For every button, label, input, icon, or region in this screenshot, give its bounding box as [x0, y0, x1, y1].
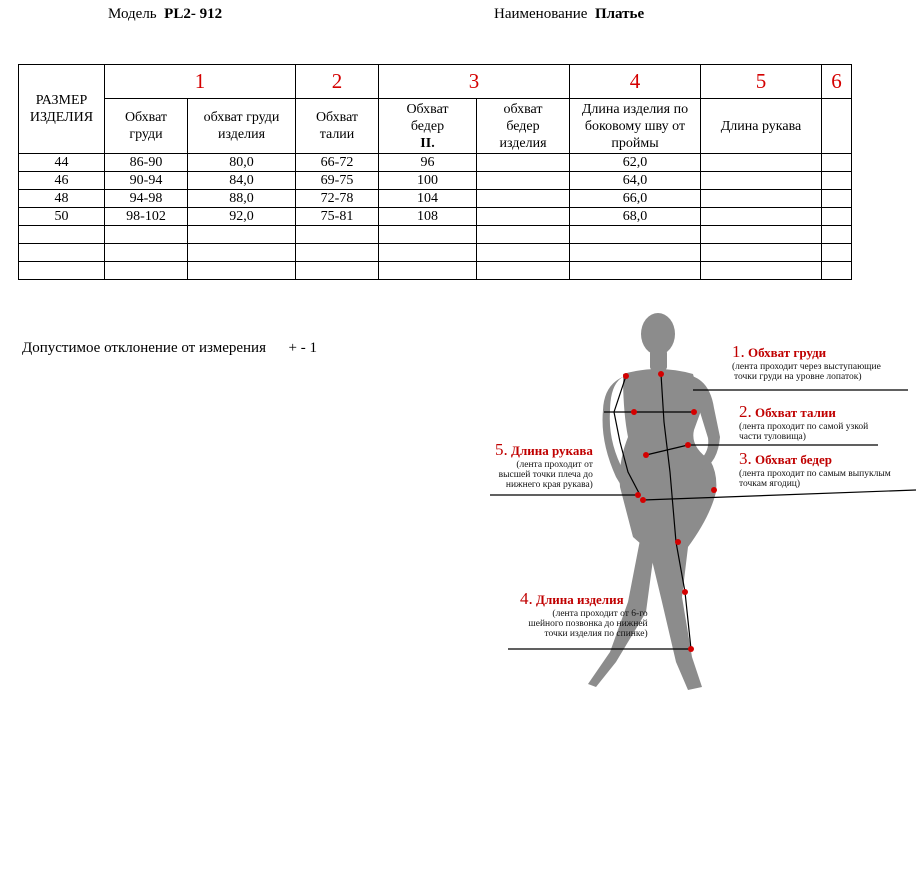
- hips-desc-1: (лента проходит по самым выпуклым: [739, 469, 891, 479]
- sleeve-desc-3: нижнего края рукава): [505, 480, 593, 490]
- cell-hips-garment: [477, 154, 570, 172]
- header-sleeve: Длина рукава: [701, 99, 822, 154]
- group-number-2: 2: [296, 65, 379, 99]
- sleeve-desc-1: (лента проходит от: [516, 460, 593, 470]
- model-label: Модель: [108, 6, 157, 22]
- caption-sleeve: [495, 440, 593, 490]
- group-number-3: 3: [379, 65, 570, 99]
- cell-extra: [822, 172, 852, 190]
- cell-waist: 66-72: [296, 154, 379, 172]
- hips-title: Обхват бедер: [755, 452, 832, 467]
- caption-chest: [732, 342, 881, 382]
- sleeve-title: Длина рукава: [511, 443, 593, 458]
- group-number-1: 1: [105, 65, 296, 99]
- empty-row: [19, 226, 852, 244]
- cell-sleeve: [701, 172, 822, 190]
- waist-desc-1: (лента проходит по самой узкой: [739, 422, 869, 432]
- header-hips-suffix: II.: [420, 135, 435, 151]
- sleeve-desc-2: высшей точки плеча до: [498, 470, 593, 480]
- cell-size: 50: [19, 208, 105, 226]
- cell-chest-garment: 84,0: [188, 172, 296, 190]
- cell-sleeve: [701, 208, 822, 226]
- waist-desc-2: части туловища): [739, 432, 806, 442]
- length-desc-1: (лента проходит от 6-го: [552, 609, 648, 619]
- header-chest-garment: обхват груди изделия: [188, 99, 296, 154]
- hips-desc-2: точкам ягодиц): [739, 479, 801, 489]
- cell-size: 44: [19, 154, 105, 172]
- cell-chest: 94-98: [105, 190, 188, 208]
- cell-extra: [822, 154, 852, 172]
- header-length: Длина изделия по боковому шву от проймы: [570, 99, 701, 154]
- cell-extra: [822, 190, 852, 208]
- cell-hips: 104: [379, 190, 477, 208]
- table-row: [19, 208, 852, 226]
- name-label: Наименование: [494, 6, 588, 22]
- waist-number: 2.: [739, 402, 752, 421]
- length-title: Длина изделия: [536, 592, 624, 607]
- chest-desc-2: точки груди на уровне лопаток): [734, 372, 862, 382]
- cell-length: 64,0: [570, 172, 701, 190]
- header-chest: Обхват груди: [105, 99, 188, 154]
- measurement-figure: [488, 312, 921, 697]
- hips-number: 3.: [739, 449, 752, 468]
- length-desc-3: точки изделия по спинке): [544, 629, 648, 639]
- group-number-4: 4: [570, 65, 701, 99]
- empty-row: [19, 244, 852, 262]
- cell-hips-garment: [477, 172, 570, 190]
- cell-chest: 98-102: [105, 208, 188, 226]
- empty-row: [19, 262, 852, 280]
- group-number-6: 6: [822, 65, 852, 99]
- sleeve-number: 5.: [495, 440, 508, 459]
- table-row: [19, 190, 852, 208]
- group-number-5: 5: [701, 65, 822, 99]
- waist-title: Обхват талии: [755, 405, 836, 420]
- cell-hips: 96: [379, 154, 477, 172]
- cell-hips: 100: [379, 172, 477, 190]
- caption-hips: [739, 449, 891, 489]
- cell-hips: 108: [379, 208, 477, 226]
- name-value: Платье: [594, 6, 645, 22]
- cell-chest-garment: 92,0: [188, 208, 296, 226]
- header-row-numbers: [19, 65, 852, 99]
- header-waist: Обхват талии: [296, 99, 379, 154]
- tolerance-value: + - 1: [288, 340, 317, 356]
- table-row: [19, 172, 852, 190]
- header-extra: [822, 99, 852, 154]
- cell-sleeve: [701, 190, 822, 208]
- cell-waist: 75-81: [296, 208, 379, 226]
- cell-waist: 69-75: [296, 172, 379, 190]
- cell-hips-garment: [477, 208, 570, 226]
- caption-waist: [739, 402, 868, 442]
- chest-desc-1: (лента проходит через выступающие: [732, 362, 881, 372]
- header-hips: [379, 99, 477, 154]
- table-row: [19, 154, 852, 172]
- cell-length: 62,0: [570, 154, 701, 172]
- cell-chest-garment: 88,0: [188, 190, 296, 208]
- tolerance-note: [22, 340, 317, 357]
- cell-hips-garment: [477, 190, 570, 208]
- cell-chest-garment: 80,0: [188, 154, 296, 172]
- header-row-labels: [19, 99, 852, 154]
- model-value: PL2- 912: [164, 6, 223, 22]
- cell-length: 66,0: [570, 190, 701, 208]
- chest-title: Обхват груди: [748, 345, 827, 360]
- length-number: 4.: [520, 589, 533, 608]
- cell-chest: 90-94: [105, 172, 188, 190]
- cell-chest: 86-90: [105, 154, 188, 172]
- header-hips-label: Обхват бедер: [406, 101, 449, 134]
- name-line: [494, 6, 644, 23]
- length-desc-2: шейного позвонка до нижней: [528, 619, 648, 629]
- cell-sleeve: [701, 154, 822, 172]
- model-line: [108, 6, 222, 23]
- cell-waist: 72-78: [296, 190, 379, 208]
- header-hips-garment: обхват бедер изделия: [477, 99, 570, 154]
- cell-size: 48: [19, 190, 105, 208]
- size-header: РАЗМЕР ИЗДЕЛИЯ: [19, 65, 105, 154]
- chest-number: 1.: [732, 342, 745, 361]
- cell-size: 46: [19, 172, 105, 190]
- caption-length: [520, 589, 648, 639]
- cell-length: 68,0: [570, 208, 701, 226]
- size-table: [18, 64, 852, 280]
- tolerance-label: Допустимое отклонение от измерения: [22, 340, 266, 356]
- cell-extra: [822, 208, 852, 226]
